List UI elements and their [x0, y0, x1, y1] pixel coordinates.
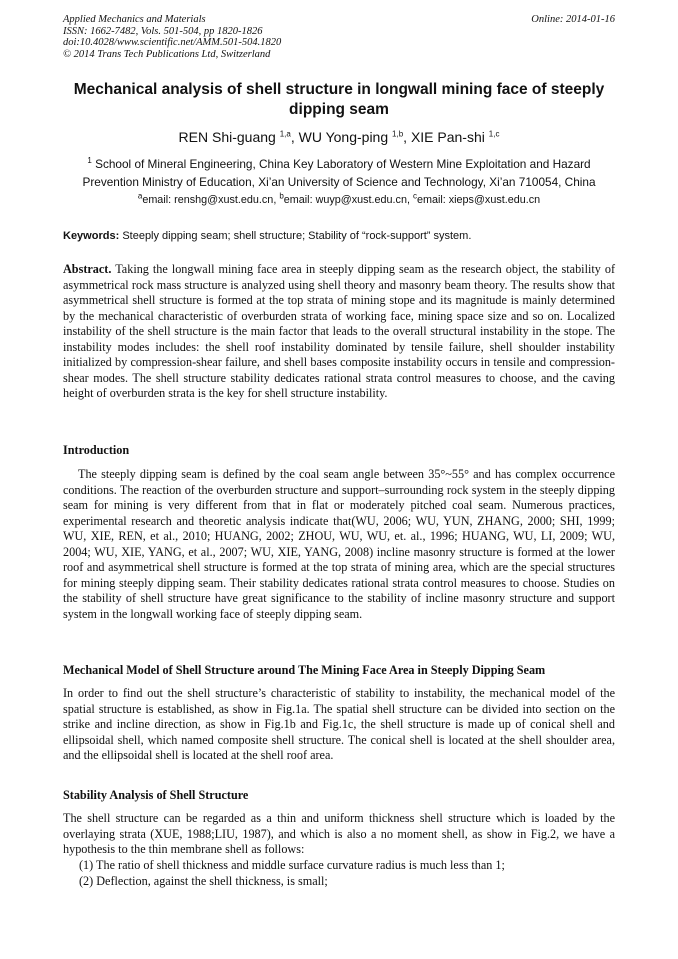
email-link[interactable]: email: xieps@xust.edu.cn [416, 194, 541, 206]
doi-line: doi:10.4028/www.scientific.net/AMM.501-504.1820 [63, 37, 282, 48]
journal-header [63, 14, 281, 60]
copyright-line: © 2014 Trans Tech Publications Ltd, Switzerland [63, 48, 271, 60]
email-sup: c [412, 191, 417, 201]
model-heading: Mechanical Model of Shell Structure around The Mining Face Area in Steeply Dipping Seam [63, 663, 546, 677]
abstract [63, 262, 615, 402]
affiliation [60, 155, 618, 191]
email-sup: a [137, 191, 143, 201]
email-sup: b [279, 191, 284, 201]
paper-title: Mechanical analysis of shell structure in longwall mining face of steeply dipping seam [73, 81, 605, 118]
model-paragraph: In order to find out the shell structure’s characteristic of stability to instability, the mechanical model of the spatial structure is established, as show in Fig.1a. The spatial shell structure can be divided into section on the strike and incline direction, as show in Fig.1b and Fig.1c, the shell structure is made up of conical shell and ellipsoidal shell, which named composite shell structure. The conical shell is located at the shell shoulder area, and the ellipsoidal shell is located at the shell roof area. [63, 686, 615, 762]
author-name: XIE Pan-shi [410, 129, 485, 145]
author-name: REN Shi-guang [178, 129, 276, 145]
stability-paragraph: The shell structure can be regarded as a thin and uniform thickness shell structure which is loaded by the overlaying strata (XUE, 1988;LIU, 1987), and which is also a no moment shell, as show in Fig.2, we have a hypothesis to the thin membrane shell as follows: [63, 811, 615, 856]
online-date: Online: 2014-01-16 [531, 14, 615, 25]
email-list: $^a$email: renshg@xust.edu.cn, $^b$email: wuyp@xust.edu.cn, $^c$email: xieps@xust.edu.cn [137, 191, 541, 206]
affiliation-text: School of Mineral Engineering, China Key Laboratory of Western Mine Exploitation and Hazard Prevention Ministry of Education, Xi’an University of Science and Technology, Xi’an 710054, China [82, 157, 596, 189]
author-name: WU Yong-ping [298, 129, 389, 145]
journal-name: Applied Mechanics and Materials [63, 14, 206, 25]
abstract-label: Abstract. [63, 262, 112, 276]
abstract-text: Taking the longwall mining face area in steeply dipping seam as the research object, the stability of asymmetrical rock mass structure is analyzed using shell theory and masonry beam theory. The results show that asymmetrical shell structure is formed at the top strata of mining stope and its magnitude is mainly determined by the mechanical characteristic of overburden strata of working face, mining space size and so on. Localized instability of the shell structure is the main factor that leads to the overall structural instability in the stope. The instability modes includes: the shell roof instability dominated by tensile failure, shell shoulder instability initialized by compression-shear failure, and shell bases composite instability occurs in tensile and compression-shear modes. The shell structure stability dedicates rational strata control measures to choose, and the caving height of overburden strata is the key for shell structure instability. [63, 262, 615, 400]
author-sup: 1,b [392, 129, 404, 139]
introduction-paragraph: The steeply dipping seam is defined by the coal seam angle between 35°~55° and has complex occurrence conditions. The reaction of the overburden structure and support–surrounding rock system in the steeply dipping seam for mining is very different from that in flat or moderately pitched coal seam. Numerous practices, experimental research and theoretic analysis indicate that(WU, 2006; WU, YUN, ZHANG, 2000; SHI, 1999; WU, XIE, REN, et al., 2010; HUANG, 2002; ZHOU, WU, WU, et. al., 1996; HUANG, WU, LI, 2009; WU, 2004; WU, XIE, YANG, et al., 2007; WU, XIE, YANG, 2008) incline masonry structure is formed at the lower roof and asymmetrical shell structure is formed at the top strata of mining area, which are the special structures for mining steeply dipping seam. Their stability dedicates rational strata control measures to choose. Studies on the stability of shell structure have great significance to the stability of incline masonry structure and support system in the longwall working face of steeply dipping seam. [63, 467, 615, 621]
hypothesis-item: (2) Deflection, against the shell thickness, is small; [79, 874, 328, 888]
hypothesis-item: (1) The ratio of shell thickness and middle surface curvature radius is much less than 1; [79, 858, 505, 872]
introduction-heading: Introduction [63, 443, 130, 457]
author-sup: 1,c [488, 129, 500, 139]
keywords-label: Keywords: [63, 230, 120, 242]
keywords-text: Steeply dipping seam; shell structure; Stability of “rock-support” system. [122, 230, 472, 242]
author-sup: 1,a [279, 129, 291, 139]
keywords [63, 229, 615, 243]
issn-line: ISSN: 1662-7482, Vols. 501-504, pp 1820-1826 [63, 25, 263, 37]
stability-heading: Stability Analysis of Shell Structure [63, 788, 249, 802]
email-link[interactable]: email: wuyp@xust.edu.cn [283, 194, 407, 206]
affiliation-sup: 1 [87, 156, 92, 166]
email-link[interactable]: email: renshg@xust.edu.cn [142, 194, 274, 206]
author-list: REN Shi-guang $^{1,a}$, WU Yong-ping $^{1,b}$, XIE Pan-shi $^{1,c}$ [178, 129, 500, 145]
